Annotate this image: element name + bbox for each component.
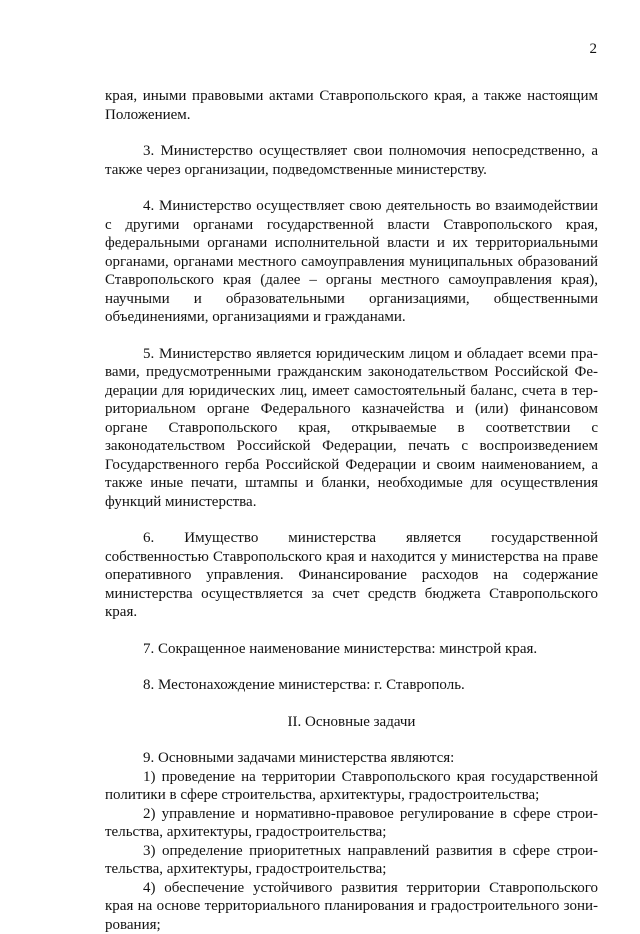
paragraph-8: 8. Местонахождение министерства: г. Ставрополь. <box>105 676 598 695</box>
page-number: 2 <box>590 40 598 58</box>
task-item-4: 4) обеспечение устойчивого развития территории Ставропольского края на основе территориального планирования и градостроительного зонирования; <box>105 879 598 934</box>
paragraph-5: 5. Министерство является юридическим лицом и обладает всеми правами, предусмотренными гражданским законодательством Российской Федерации для юридических лиц, имеет самостоятельный баланс, счета в территориальном органе Федерального казначейства и (или) финансовом органе Ставропольского края, открываемые в соответствии с законодательством Российской Федерации, печать с воспроизведением Государственного герба Российской Федерации и своим наименованием, а также иные печати, штампы и бланки, необходимые для осуществления функций министерства. <box>105 345 598 512</box>
document-body <box>105 87 598 934</box>
paragraph-3: 3. Министерство осуществляет свои полномочия непосредственно, а также через организации, подведомственные министерству. <box>105 142 598 179</box>
paragraph-6: 6. Имущество министерства является государственной собственностью Ставропольского края и находится у министерства на праве оперативного управления. Финансирование расходов на содержание министерства осуществляется за счет средств бюджета Ставропольского края. <box>105 529 598 622</box>
tasks-intro: 9. Основными задачами министерства являются: <box>105 749 598 768</box>
section-heading: II. Основные задачи <box>105 713 598 732</box>
task-item-3: 3) определение приоритетных направлений развития в сфере строительства, архитектуры, градостроительства; <box>105 842 598 879</box>
paragraph-4: 4. Министерство осуществляет свою деятельность во взаимодействии с другими органами государственной власти Ставропольского края, федеральными органами исполнительной власти и их территориальными органами, органами местного самоуправления муниципальных образований Ставропольского края (далее – органы местного самоуправления края), научными и образовательными организациями, общественными объединениями, организациями и гражданами. <box>105 197 598 327</box>
task-item-1: 1) проведение на территории Ставропольского края государственной политики в сфере строительства, архитектуры, градостроительства; <box>105 768 598 805</box>
task-item-2: 2) управление и нормативно-правовое регулирование в сфере строительства, архитектуры, градостроительства; <box>105 805 598 842</box>
paragraph-7: 7. Сокращенное наименование министерства: минстрой края. <box>105 640 598 659</box>
paragraph-continuation: края, иными правовыми актами Ставропольского края, а также настоящим Положением. <box>105 87 598 124</box>
